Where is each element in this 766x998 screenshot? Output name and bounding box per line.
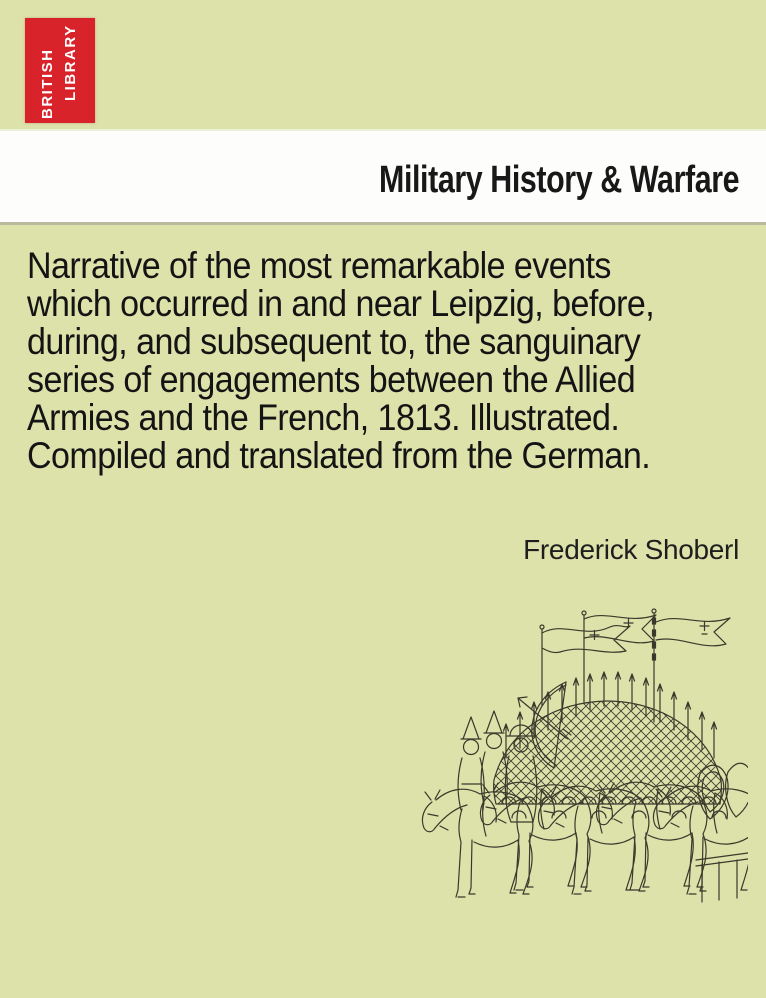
category-band <box>0 129 766 225</box>
logo-word-library: LIBRARY <box>62 24 79 101</box>
title-line: series of engagements between the Allied <box>27 359 636 400</box>
title-line: Compiled and translated from the German. <box>27 435 651 476</box>
title-line: Armies and the French, 1813. Illustrated. <box>27 397 620 438</box>
author-name: Frederick Shoberl <box>523 534 739 565</box>
category-label: Military History & Warfare <box>378 159 739 201</box>
british-library-logo-icon <box>25 18 95 123</box>
title-line: during, and subsequent to, the sanguinary <box>27 321 641 362</box>
book-title <box>27 247 757 475</box>
title-line: Narrative of the most remarkable events <box>27 245 611 286</box>
logo-word-british: BRITISH <box>39 48 56 119</box>
cavalry-engraving-illustration <box>416 606 748 936</box>
title-line: which occurred in and near Leipzig, before, <box>27 283 655 324</box>
